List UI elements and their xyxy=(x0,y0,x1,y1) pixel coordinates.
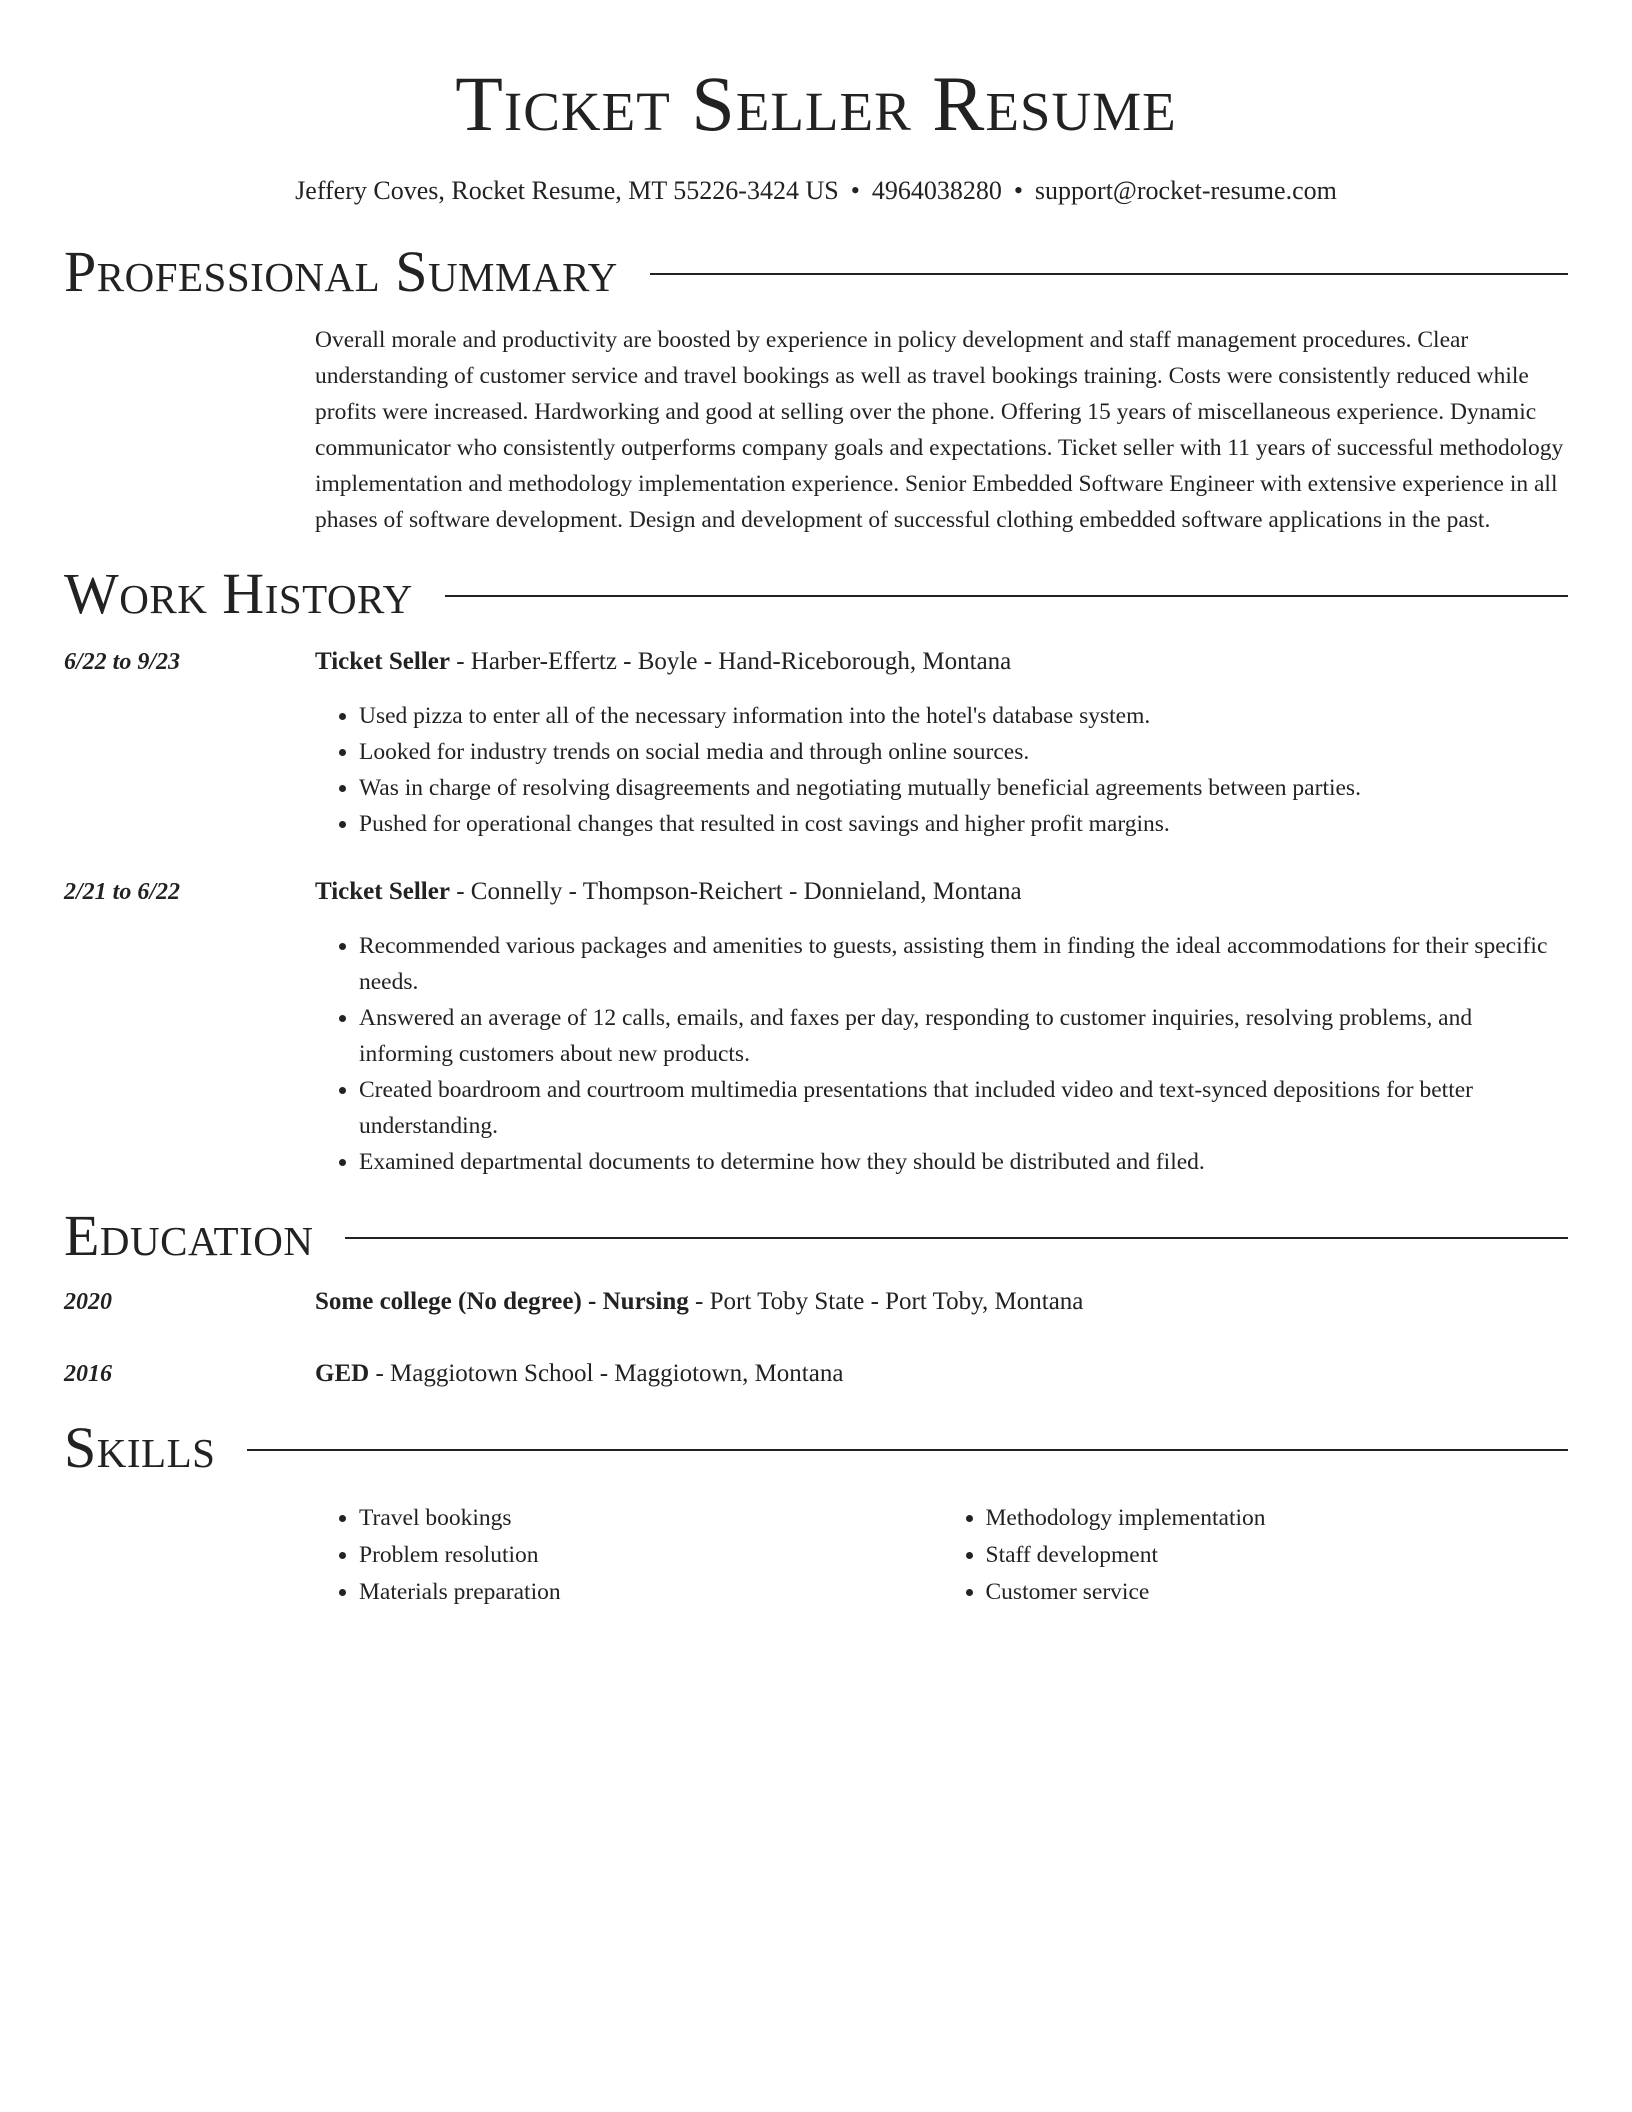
education-details: - Port Toby State - Port Toby, Montana xyxy=(688,1288,1084,1315)
job-title: Ticket Seller xyxy=(315,648,450,675)
contact-email: support@rocket-resume.com xyxy=(1034,176,1337,205)
skill-item: • Methodology implementation xyxy=(986,1500,1569,1537)
job-headline xyxy=(315,874,1568,910)
job-bullet: • Pushed for operational changes that resulted in cost savings and higher profit margins. xyxy=(359,806,1568,842)
skills-section-header xyxy=(64,1414,1568,1482)
education-degree: Some college (No degree) - Nursing xyxy=(315,1288,689,1315)
job-bullet: • Used pizza to enter all of the necessary information into the hotel's database system. xyxy=(359,698,1568,734)
job-bullet: • Was in charge of resolving disagreements and negotiating mutually beneficial agreements between parties. xyxy=(359,770,1568,806)
skills-list xyxy=(315,1500,1568,1611)
job-dates: 2/21 to 6/22 xyxy=(64,879,181,905)
education-year: 2016 xyxy=(64,1361,112,1387)
job-bullet: • Created boardroom and courtroom multimedia presentations that included video and text-synced depositions for better understanding. xyxy=(359,1072,1568,1144)
summary-heading: Professional Summary xyxy=(64,239,618,304)
summary-text: Overall morale and productivity are boosted by experience in policy development and staff management procedures. Clear understanding of customer service and travel bookings as well as travel bookings training. Costs were consistently reduced while profits were increased. Hardworking and good at selling over the phone. Offering 15 years of miscellaneous experience. Dynamic communicator who consistently outperforms company goals and expectations. Ticket seller with 11 years of successful methodology implementation and methodology implementation experience. Senior Embedded Software Engineer with extensive experience in all phases of software development. Design and development of successful clothing embedded software applications in the past. xyxy=(315,327,1564,533)
separator-dot: • xyxy=(850,176,860,205)
job-bullet: • Examined departmental documents to determine how they should be distributed and filed. xyxy=(359,1144,1568,1180)
contact-line xyxy=(64,174,1568,208)
section-divider xyxy=(247,1449,1568,1451)
job-dates: 6/22 to 9/23 xyxy=(64,649,181,675)
separator-dot: • xyxy=(1013,176,1023,205)
education-details: - Maggiotown School - Maggiotown, Montana xyxy=(369,1360,844,1387)
education-headline xyxy=(315,1284,1568,1320)
education-year: 2020 xyxy=(64,1289,112,1315)
skill-item: • Materials preparation xyxy=(359,1574,942,1611)
section-divider xyxy=(650,273,1568,275)
skills-column-right xyxy=(942,1500,1569,1611)
contact-phone: 4964038280 xyxy=(871,176,1002,205)
skill-item: • Travel bookings xyxy=(359,1500,942,1537)
skills-column-left xyxy=(315,1500,942,1611)
job-bullets xyxy=(315,698,1568,842)
job-entry xyxy=(64,874,1568,1180)
job-headline xyxy=(315,644,1568,680)
section-divider xyxy=(445,595,1568,597)
section-divider xyxy=(345,1237,1568,1239)
job-details: - Harber-Effertz - Boyle - Hand-Riceborough, Montana xyxy=(449,648,1012,675)
education-degree: GED xyxy=(315,1360,370,1387)
work-section-header xyxy=(64,560,1568,628)
job-bullet: • Looked for industry trends on social media and through online sources. xyxy=(359,734,1568,770)
skill-item: • Staff development xyxy=(986,1537,1569,1574)
job-bullet: • Recommended various packages and amenities to guests, assisting them in finding the ideal accommodations for their specific needs. xyxy=(359,928,1568,1000)
education-entry xyxy=(64,1284,1568,1320)
resume-title: Ticket Seller Resume xyxy=(455,60,1177,147)
job-details: - Connelly - Thompson-Reichert - Donnieland, Montana xyxy=(449,878,1022,905)
resume-page xyxy=(64,0,1568,1611)
education-heading: Education xyxy=(64,1203,314,1268)
contact-address: Jeffery Coves, Rocket Resume, MT 55226-3424 US xyxy=(295,176,839,205)
skill-item: • Problem resolution xyxy=(359,1537,942,1574)
work-heading: Work History xyxy=(64,561,413,626)
education-section-header xyxy=(64,1202,1568,1270)
job-bullets xyxy=(315,928,1568,1180)
summary-section-header xyxy=(64,238,1568,306)
job-bullet: • Answered an average of 12 calls, emails, and faxes per day, responding to customer inquiries, resolving problems, and informing customers about new products. xyxy=(359,1000,1568,1072)
skill-item: • Customer service xyxy=(986,1574,1569,1611)
job-entry xyxy=(64,644,1568,842)
skills-heading: Skills xyxy=(64,1415,216,1480)
job-body xyxy=(315,644,1568,842)
education-entry xyxy=(64,1356,1568,1392)
job-title: Ticket Seller xyxy=(315,878,450,905)
education-headline xyxy=(315,1356,1568,1392)
job-body xyxy=(315,874,1568,1180)
